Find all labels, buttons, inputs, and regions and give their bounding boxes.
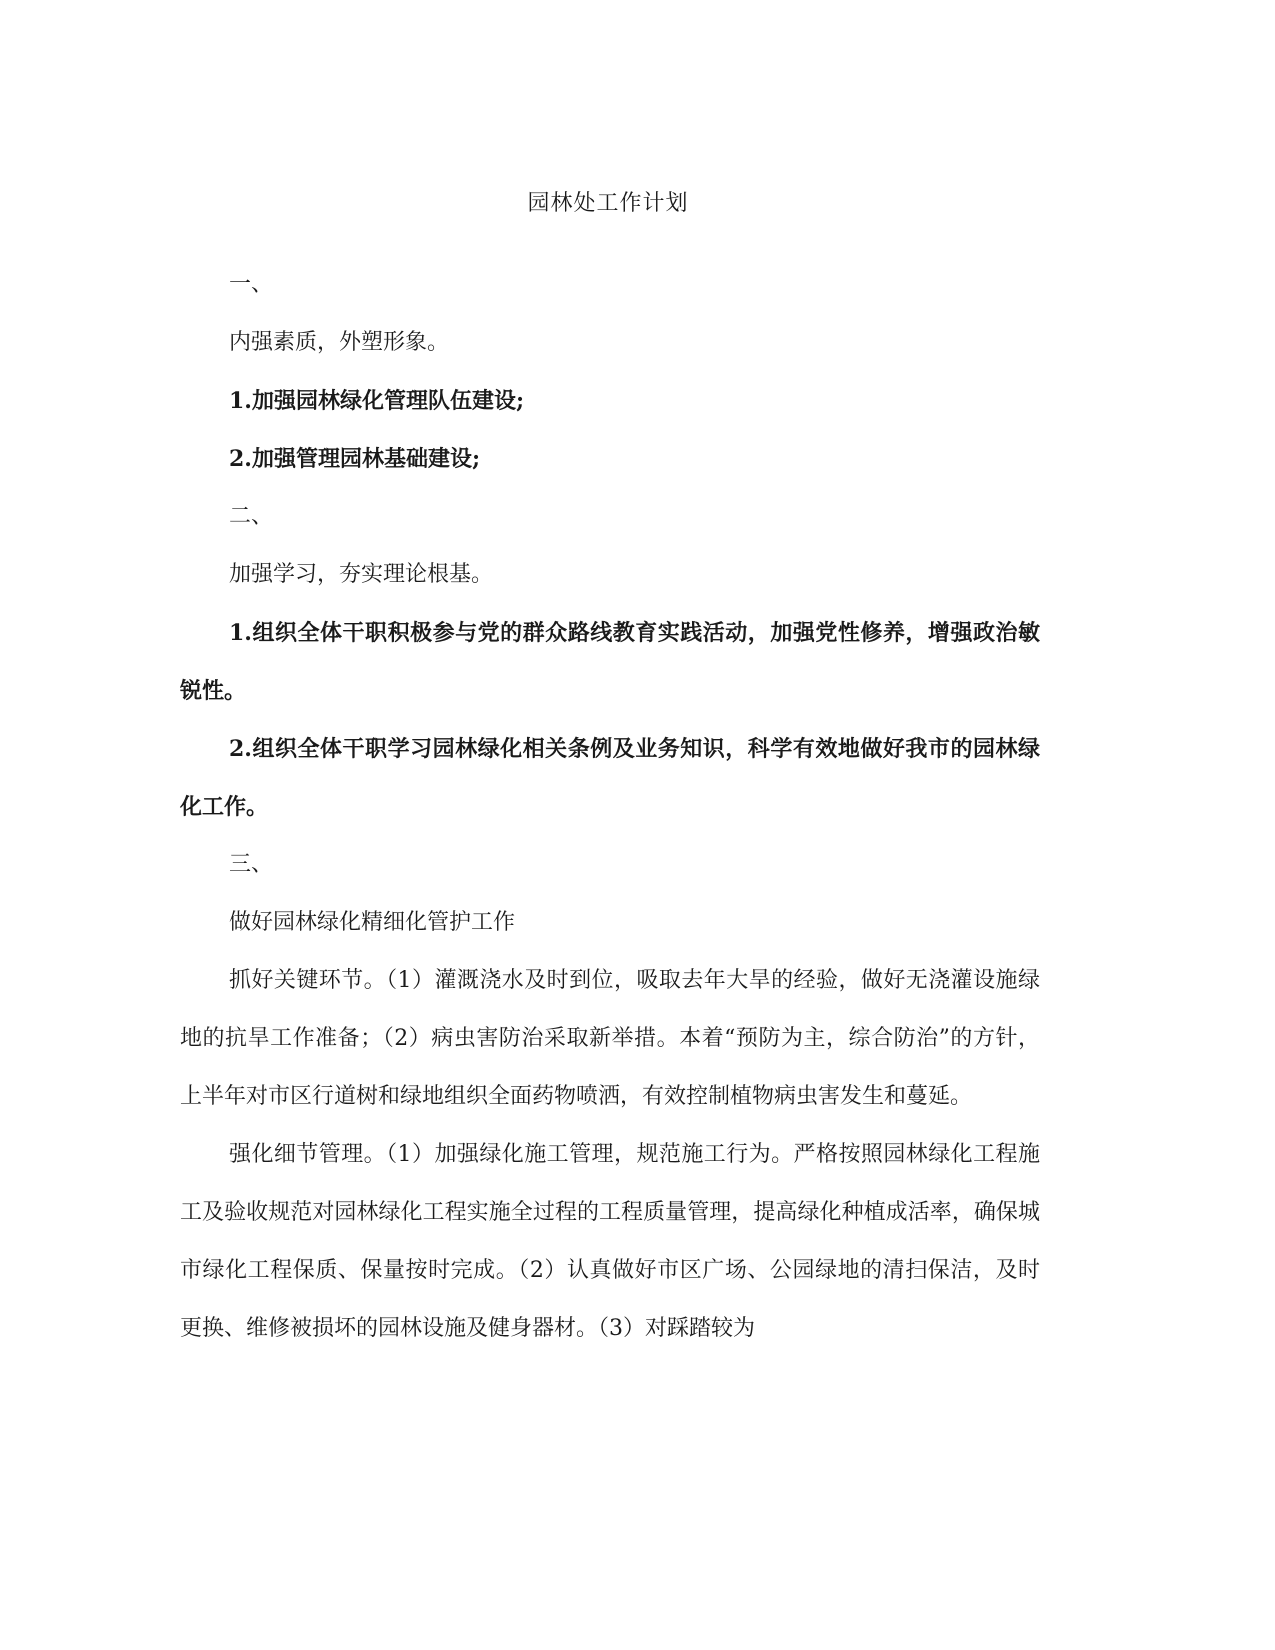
section-heading-2: 二、 (229, 504, 274, 529)
section-subtitle-3: 做好园林绿化精细化管护工作 (229, 910, 516, 935)
document-title: 园林处工作计划 (527, 191, 689, 216)
list-item: 2.组织全体干职学习园林绿化相关条例及业务知识，科学有效地做好我市的园林绿化工作。 (180, 736, 1040, 820)
document-body (180, 256, 1040, 1358)
section-heading-1: 一、 (229, 272, 274, 297)
list-item: 1.加强园林绿化管理队伍建设; (229, 388, 525, 414)
list-item: 1.组织全体干职积极参与党的群众路线教育实践活动，加强党性修养，增强政治敏锐性。 (180, 620, 1040, 704)
section-subtitle-2: 加强学习，夯实理论根基。 (229, 562, 494, 587)
list-item: 2.加强管理园林基础建设; (229, 446, 481, 472)
body-paragraph: 抓好关键环节。（1）灌溉浇水及时到位，吸取去年大旱的经验，做好无浇灌设施绿地的抗旱工作准备；（2）病虫害防治采取新举措。本着“预防为主，综合防治”的方针，上半年对市区行道树和绿地组织全面药物喷洒，有效控制植物病虫害发生和蔓延。 (180, 968, 1040, 1109)
body-paragraph: 强化细节管理。（1）加强绿化施工管理，规范施工行为。严格按照园林绿化工程施工及验收规范对园林绿化工程实施全过程的工程质量管理，提高绿化种植成活率，确保城市绿化工程保质、保量按时完成。（2）认真做好市区广场、公园绿地的清扫保洁，及时更换、维修被损坏的园林设施及健身器材。（3）对踩踏较为 (180, 1142, 1040, 1341)
section-heading-3: 三、 (229, 852, 274, 877)
section-subtitle-1: 内强素质，外塑形象。 (229, 330, 450, 355)
